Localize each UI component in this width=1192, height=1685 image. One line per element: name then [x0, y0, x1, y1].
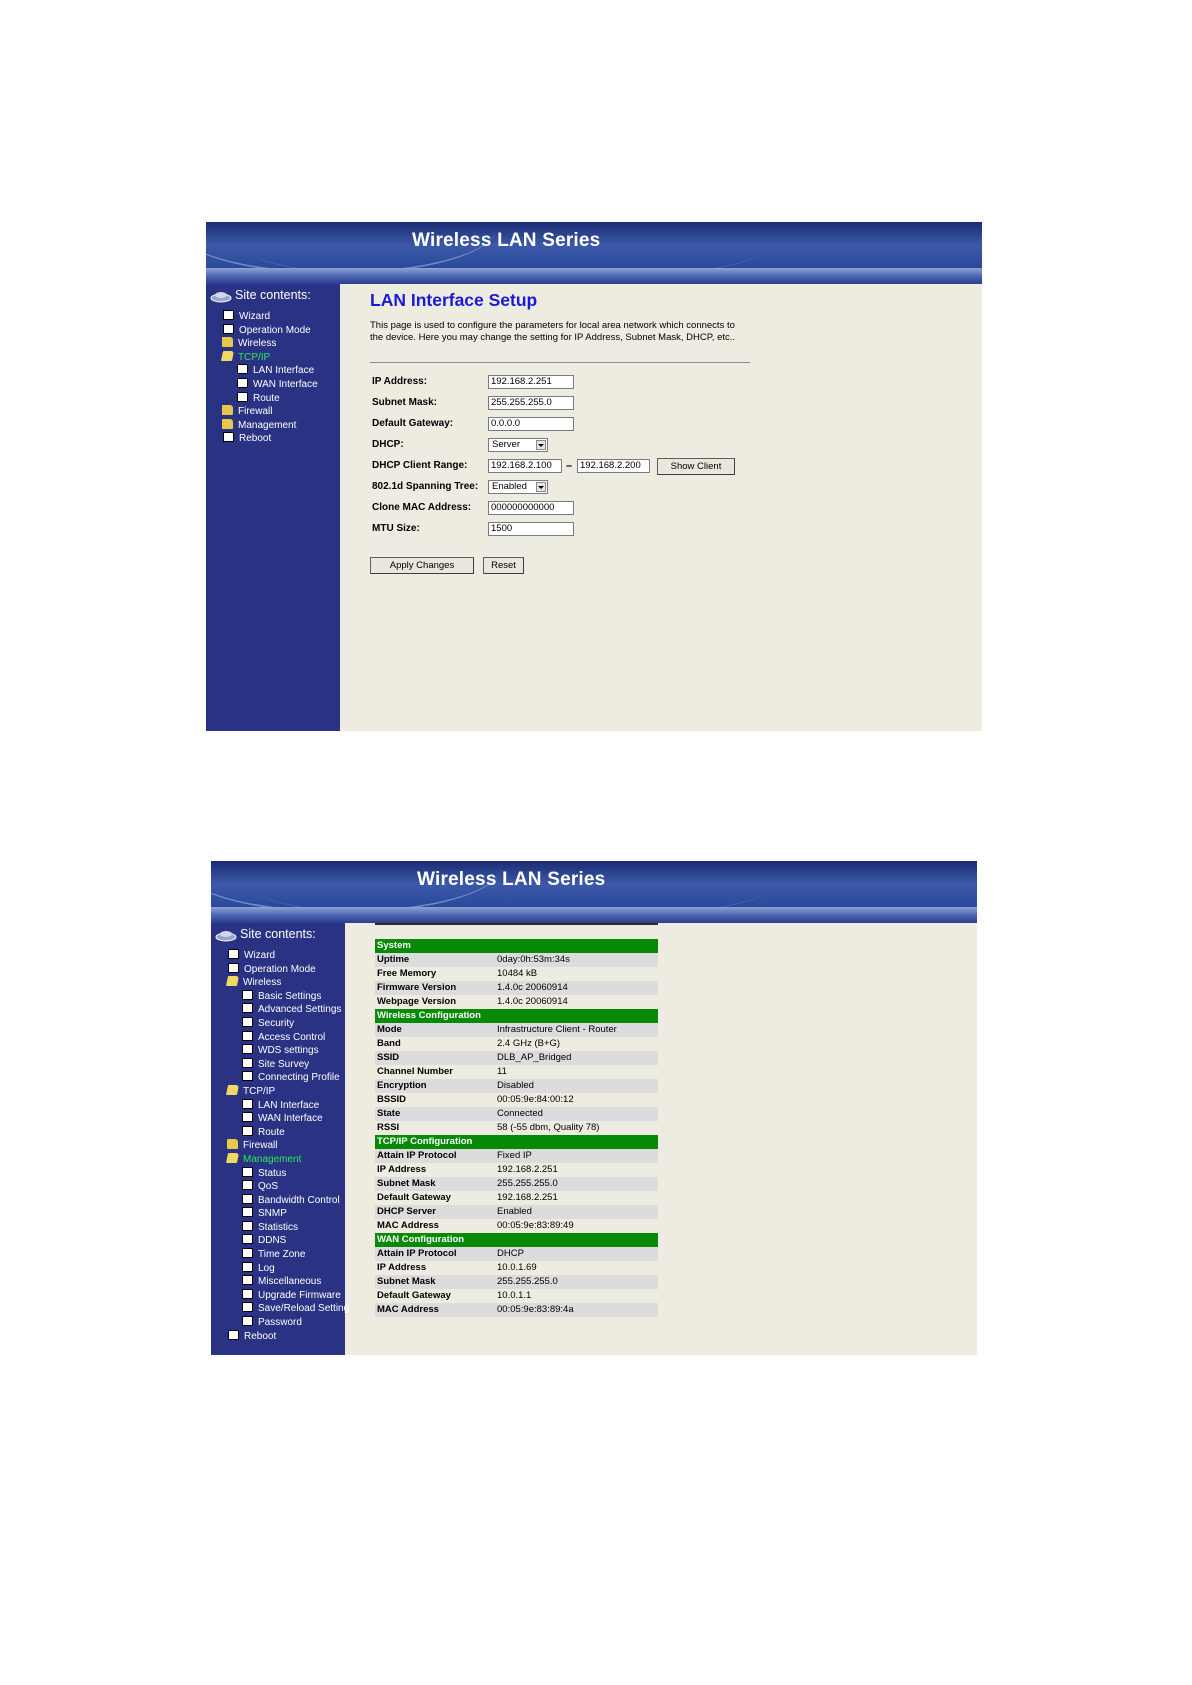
row-key: RSSI [375, 1121, 495, 1135]
nav-item-label: Management [238, 419, 297, 431]
section-header [375, 1233, 658, 1247]
nav-item-save-reload-setting[interactable] [219, 1302, 350, 1316]
page-icon [242, 990, 253, 1000]
table-row [375, 1303, 658, 1317]
nav-item-lan-interface[interactable] [214, 364, 340, 378]
row-value: 00:05:9e:84:00:12 [495, 1093, 658, 1107]
nav-item-label: LAN Interface [253, 365, 315, 377]
row-key: Band [375, 1037, 495, 1051]
nav-item-advanced-settings[interactable] [219, 1003, 345, 1017]
nav-item-security[interactable] [219, 1017, 345, 1031]
row-key: BSSID [375, 1093, 495, 1107]
row-value: Infrastructure Client - Router [495, 1023, 658, 1037]
banner-title: Wireless LAN Series [412, 230, 601, 251]
nav-item-label: TCP/IP [238, 351, 271, 363]
nav-item-label: Statistics [258, 1221, 299, 1233]
nav-item-label: Security [258, 1017, 295, 1029]
table-row [375, 1205, 658, 1219]
sidebar [206, 284, 340, 731]
page-icon [228, 1330, 239, 1340]
lan-setup-screenshot [206, 222, 982, 731]
page-icon [242, 1221, 253, 1231]
nav-item-label: Site Survey [258, 1058, 310, 1070]
table-row [375, 1261, 658, 1275]
dhcp-range-row [372, 457, 772, 475]
subnet-mask-input[interactable]: 255.255.255.0 [488, 396, 574, 410]
nav-item-reboot[interactable] [214, 432, 340, 446]
folder-icon [222, 337, 233, 347]
page-icon [242, 1302, 253, 1312]
divider [370, 362, 750, 363]
row-value: DLB_AP_Bridged [495, 1051, 658, 1065]
row-key: Mode [375, 1023, 495, 1037]
table-row [375, 1247, 658, 1261]
row-key: Firmware Version [375, 981, 495, 995]
section-header [375, 1009, 658, 1023]
table-row [375, 1177, 658, 1191]
nav-item-label: Access Control [258, 1031, 326, 1043]
chevron-down-icon [536, 482, 546, 492]
row-value: 1.4.0c 20060914 [495, 995, 658, 1009]
nav-item-reboot[interactable] [219, 1330, 345, 1344]
page-icon [242, 1275, 253, 1285]
row-value: 1.4.0c 20060914 [495, 981, 658, 995]
nav-item-time-zone[interactable] [219, 1248, 345, 1262]
nav-item-label: Advanced Settings [258, 1004, 342, 1016]
table-row [375, 1065, 658, 1079]
row-key: DHCP Server [375, 1205, 495, 1219]
range-separator: – [566, 460, 573, 472]
nav-item-label: Save/Reload Setting [258, 1303, 350, 1315]
page-icon [242, 1017, 253, 1027]
nav-item-label: QoS [258, 1181, 279, 1193]
table-row [375, 967, 658, 981]
row-value: 00:05:9e:83:89:49 [495, 1219, 658, 1233]
page-icon [242, 1031, 253, 1041]
nav-item-label: Wizard [244, 950, 276, 961]
nav-item-connecting-profile[interactable] [219, 1071, 345, 1085]
nav-item-label: SNMP [258, 1208, 287, 1220]
nav-item-label: Route [253, 392, 280, 404]
row-value: DHCP [495, 1247, 658, 1261]
main-content [345, 923, 977, 1355]
dhcp-range-end-input[interactable]: 192.168.2.200 [577, 459, 650, 473]
ip-address-input[interactable]: 192.168.2.251 [488, 375, 574, 389]
page-icon [237, 364, 248, 374]
nav-item-label: DDNS [258, 1235, 287, 1247]
site-contents-heading: Site contents: [215, 927, 316, 942]
row-value: 10484 kB [495, 967, 658, 981]
row-value: 58 (-55 dbm, Quality 78) [495, 1121, 658, 1135]
nav-item-label: Miscellaneous [258, 1276, 322, 1288]
page-title: LAN Interface Setup [370, 290, 538, 310]
ip-address-label: IP Address: [372, 376, 428, 387]
spanning-tree-label: 802.1d Spanning Tree: [372, 481, 479, 492]
nav-item-miscellaneous[interactable] [219, 1275, 345, 1289]
page-icon [242, 1167, 253, 1177]
nav-item-site-survey[interactable] [219, 1058, 345, 1072]
page-icon [223, 310, 234, 320]
nav-item-wireless[interactable] [219, 976, 345, 990]
row-key: Default Gateway [375, 1289, 495, 1303]
chevron-down-icon [536, 440, 546, 450]
table-row [375, 1093, 658, 1107]
dhcp-range-start-input[interactable]: 192.168.2.100 [488, 459, 562, 473]
nav-item-label: Wireless [238, 338, 277, 350]
page-icon [242, 1248, 253, 1258]
dhcp-select[interactable]: Server [488, 438, 548, 452]
page-icon [242, 1112, 253, 1122]
nav-item-label: Time Zone [258, 1249, 306, 1261]
nav-item-operation-mode[interactable] [219, 963, 345, 977]
nav-item-ddns[interactable] [219, 1234, 345, 1248]
table-row [375, 1121, 658, 1135]
nav-item-label: Log [258, 1262, 275, 1274]
header-banner [206, 222, 982, 284]
folder-icon [227, 1139, 238, 1149]
row-value: 255.255.255.0 [495, 1177, 658, 1191]
dhcp-label: DHCP: [372, 439, 404, 450]
page-icon [242, 1234, 253, 1244]
default-gateway-label: Default Gateway: [372, 418, 454, 429]
nav-item-log[interactable] [219, 1262, 345, 1276]
nav-item-firewall[interactable] [214, 405, 340, 419]
row-key: Free Memory [375, 967, 495, 981]
nav-item-label: Reboot [239, 433, 272, 445]
nav-item-wireless[interactable] [214, 337, 340, 351]
nav-item-label: Wireless [243, 977, 282, 989]
banner-title: Wireless LAN Series [417, 869, 606, 890]
clone-mac-label: Clone MAC Address: [372, 502, 472, 513]
mtu-label: MTU Size: [372, 523, 420, 534]
nav-item-label: Wizard [239, 311, 271, 322]
page-icon [242, 1316, 253, 1326]
row-key: IP Address [375, 1163, 495, 1177]
mtu-input[interactable]: 1500 [488, 522, 574, 536]
row-value: 0day:0h:53m:34s [495, 953, 658, 967]
nav-item-label: Firewall [238, 406, 273, 418]
apply-changes-button[interactable]: Apply Changes [370, 557, 474, 574]
nav-item-tcp-ip[interactable] [214, 351, 340, 365]
default-gateway-input[interactable]: 0.0.0.0 [488, 417, 574, 431]
table-row [375, 1107, 658, 1121]
page-icon [223, 324, 234, 334]
table-row [375, 1219, 658, 1233]
row-key: Encryption [375, 1079, 495, 1093]
folder-icon [222, 405, 233, 415]
nav-item-firewall[interactable] [219, 1139, 345, 1153]
status-screenshot [211, 861, 977, 1355]
table-row [375, 1037, 658, 1051]
open-folder-icon [226, 1153, 239, 1163]
nav-item-lan-interface[interactable] [219, 1099, 345, 1113]
network-icon [215, 928, 237, 942]
header-banner [211, 861, 977, 923]
page-icon [242, 1289, 253, 1299]
nav-item-statistics[interactable] [219, 1221, 345, 1235]
nav-item-bandwidth-control[interactable] [219, 1194, 345, 1208]
main-content [340, 284, 982, 731]
nav-item-label: WAN Interface [258, 1113, 323, 1125]
row-key: IP Address [375, 1261, 495, 1275]
row-value: 10.0.1.1 [495, 1289, 658, 1303]
section-title: System [375, 939, 658, 953]
nav-item-label: Operation Mode [244, 963, 316, 975]
nav-item-route[interactable] [214, 392, 340, 406]
row-value: 192.168.2.251 [495, 1163, 658, 1177]
page-icon [242, 1058, 253, 1068]
row-value: 255.255.255.0 [495, 1275, 658, 1289]
nav-tree [219, 949, 350, 1343]
page-icon [223, 432, 234, 442]
section-header [375, 939, 658, 953]
site-contents-heading: Site contents: [210, 288, 311, 303]
page-icon [237, 378, 248, 388]
nav-item-wan-interface[interactable] [214, 378, 340, 392]
row-value: 10.0.1.69 [495, 1261, 658, 1275]
page-icon [242, 1126, 253, 1136]
row-key: MAC Address [375, 1219, 495, 1233]
nav-item-route[interactable] [219, 1126, 345, 1140]
nav-item-label: Management [243, 1153, 302, 1165]
page-icon [228, 949, 239, 959]
nav-item-label: WAN Interface [253, 378, 318, 390]
nav-item-wds-settings[interactable] [219, 1044, 345, 1058]
status-table [375, 939, 658, 1317]
row-value: Fixed IP [495, 1149, 658, 1163]
row-value: 2.4 GHz (B+G) [495, 1037, 658, 1051]
row-key: Attain IP Protocol [375, 1247, 495, 1261]
table-row [375, 1275, 658, 1289]
nav-item-label: Firewall [243, 1140, 278, 1152]
row-key: Attain IP Protocol [375, 1149, 495, 1163]
table-row [375, 1149, 658, 1163]
sidebar [211, 923, 350, 1355]
section-title: WAN Configuration [375, 1233, 658, 1247]
row-value: 00:05:9e:83:89:4a [495, 1303, 658, 1317]
section-title: TCP/IP Configuration [375, 1135, 658, 1149]
nav-item-status[interactable] [219, 1167, 345, 1181]
subnet-mask-label: Subnet Mask: [372, 397, 438, 408]
page-icon [242, 1003, 253, 1013]
row-key: Channel Number [375, 1065, 495, 1079]
clone-mac-input[interactable]: 000000000000 [488, 501, 574, 515]
row-key: SSID [375, 1051, 495, 1065]
nav-item-wan-interface[interactable] [219, 1112, 345, 1126]
row-key: MAC Address [375, 1303, 495, 1317]
nav-item-wizard[interactable] [219, 949, 345, 963]
page-icon [242, 1044, 253, 1054]
page-icon [242, 1262, 253, 1272]
nav-item-operation-mode[interactable] [214, 324, 340, 338]
nav-item-label: Bandwidth Control [258, 1194, 340, 1206]
row-value: Enabled [495, 1205, 658, 1219]
page-icon [237, 392, 248, 402]
page-icon [242, 1180, 253, 1190]
table-row [375, 1191, 658, 1205]
row-value: 11 [495, 1065, 658, 1079]
table-row [375, 1051, 658, 1065]
nav-item-label: TCP/IP [243, 1085, 276, 1097]
nav-item-label: Password [258, 1317, 302, 1329]
nav-item-snmp[interactable] [219, 1207, 345, 1221]
table-row [375, 1023, 658, 1037]
dhcp-range-label: DHCP Client Range: [372, 460, 468, 471]
divider [375, 923, 658, 925]
nav-item-tcp-ip[interactable] [219, 1085, 345, 1099]
nav-tree [214, 310, 340, 446]
nav-item-qos[interactable] [219, 1180, 345, 1194]
page-icon [242, 1099, 253, 1109]
page-icon [228, 963, 239, 973]
row-key: Webpage Version [375, 995, 495, 1009]
nav-item-upgrade-firmware[interactable] [219, 1289, 345, 1303]
page-description: This page is used to configure the parameters for local area network which connects to the device. Here you may change the setting for IP Address, Subnet Mask, DHCP, etc.. [370, 320, 736, 343]
row-key: Subnet Mask [375, 1275, 495, 1289]
folder-icon [222, 419, 233, 429]
page-icon [242, 1207, 253, 1217]
open-folder-icon [226, 1085, 239, 1095]
nav-item-label: Basic Settings [258, 990, 322, 1002]
nav-item-access-control[interactable] [219, 1031, 345, 1045]
nav-item-label: Route [258, 1126, 285, 1138]
table-row [375, 981, 658, 995]
table-row [375, 1079, 658, 1093]
section-header [375, 1135, 658, 1149]
nav-item-label: WDS settings [258, 1045, 319, 1057]
row-key: State [375, 1107, 495, 1121]
nav-item-wizard[interactable] [214, 310, 340, 324]
nav-item-management[interactable] [219, 1153, 345, 1167]
section-title: Wireless Configuration [375, 1009, 658, 1023]
row-value: Disabled [495, 1079, 658, 1093]
reset-button[interactable]: Reset [483, 557, 524, 574]
page-icon [242, 1194, 253, 1204]
row-value: Connected [495, 1107, 658, 1121]
nav-item-password[interactable] [219, 1316, 345, 1330]
table-row [375, 1289, 658, 1303]
row-key: Default Gateway [375, 1191, 495, 1205]
row-key: Uptime [375, 953, 495, 967]
open-folder-icon [226, 976, 239, 986]
nav-item-label: LAN Interface [258, 1099, 320, 1111]
open-folder-icon [221, 351, 234, 361]
nav-item-label: Connecting Profile [258, 1072, 340, 1084]
page-icon [242, 1071, 253, 1081]
show-client-button[interactable]: Show Client [657, 458, 735, 475]
row-key: Subnet Mask [375, 1177, 495, 1191]
nav-item-label: Status [258, 1167, 287, 1179]
table-row [375, 995, 658, 1009]
nav-item-basic-settings[interactable] [219, 990, 345, 1004]
nav-item-label: Upgrade Firmware [258, 1289, 341, 1301]
table-row [375, 1163, 658, 1177]
nav-item-label: Operation Mode [239, 324, 311, 336]
nav-item-management[interactable] [214, 419, 340, 433]
table-row [375, 953, 658, 967]
row-value: 192.168.2.251 [495, 1191, 658, 1205]
spanning-tree-select[interactable]: Enabled [488, 480, 548, 494]
nav-item-label: Reboot [244, 1330, 277, 1342]
network-icon [210, 289, 232, 303]
